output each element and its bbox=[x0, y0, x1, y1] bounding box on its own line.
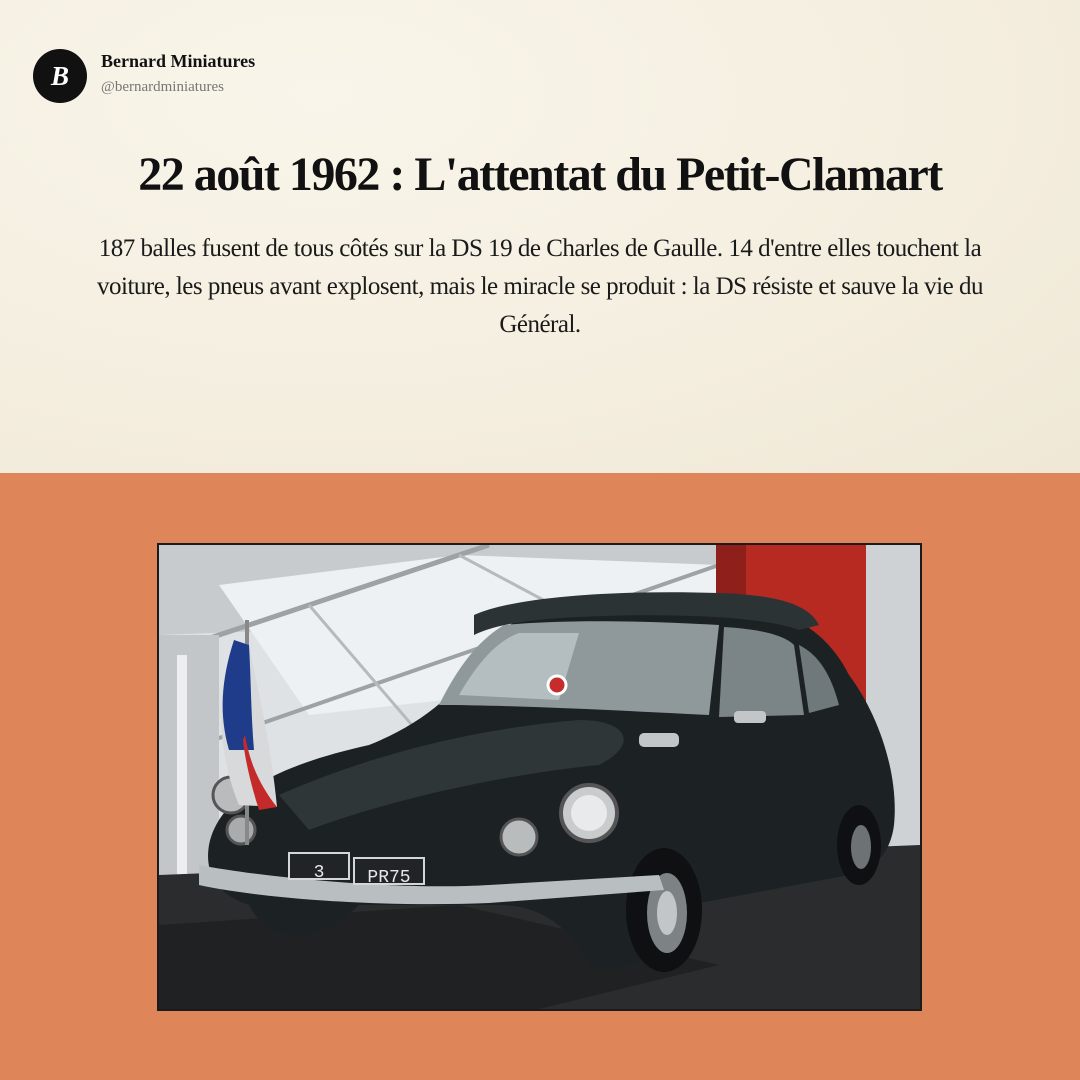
avatar-initial: B bbox=[50, 60, 69, 91]
post-body: 187 balles fusent de tous côtés sur la DS 19 de Charles de Gaulle. 14 d'entre elles touchent la voiture, les pneus avant explosent, mais le miracle se produit : la DS résiste et sauve la vie du Général. bbox=[97, 235, 983, 338]
car-illustration bbox=[159, 545, 920, 1009]
post-title: 22 août 1962 : L'attentat du Petit-Clamart bbox=[138, 148, 942, 201]
plate-left: 3 bbox=[313, 862, 325, 883]
car-photo bbox=[157, 543, 922, 1011]
header-panel bbox=[0, 0, 1080, 473]
account-handle[interactable]: @bernardminiatures bbox=[101, 79, 224, 95]
avatar[interactable] bbox=[33, 49, 87, 103]
account-name[interactable]: Bernard Miniatures bbox=[101, 51, 256, 71]
plate-right: PR75 bbox=[367, 867, 411, 888]
